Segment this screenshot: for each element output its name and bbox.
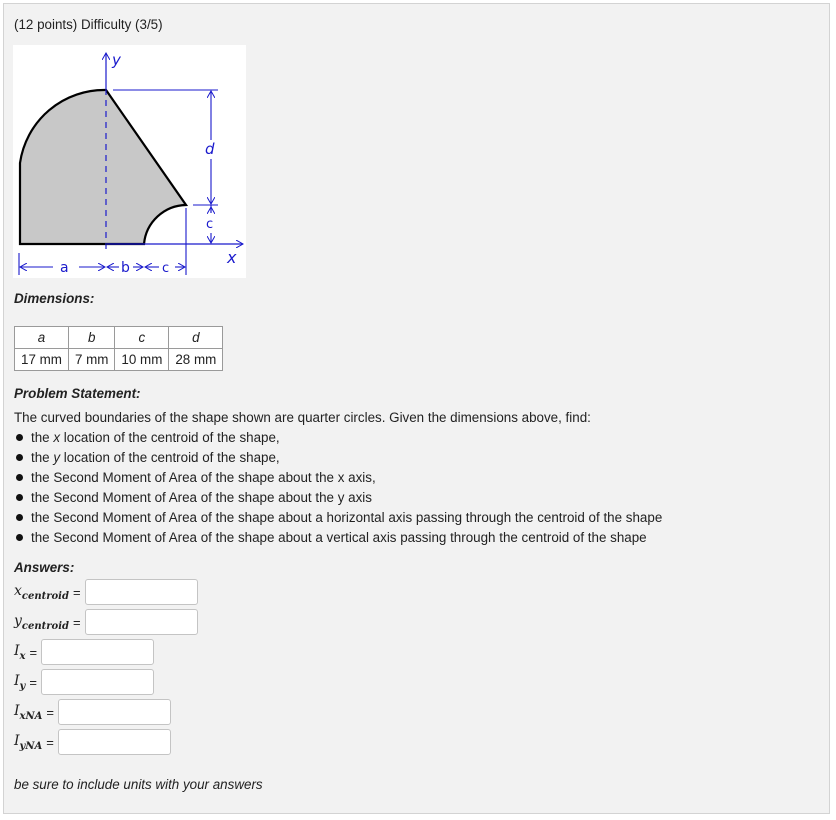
y-centroid-label: $y_{centroid}$ [14, 612, 69, 632]
dim-value: 7 mm [68, 349, 114, 371]
iy-input[interactable] [41, 669, 154, 695]
ix-label: $I_x$ [14, 642, 26, 662]
task-item: the Second Moment of Area of the shape about a horizontal axis passing through the centroid of the shape [14, 508, 662, 528]
answer-row-x-centroid: $x_{centroid}$ = [14, 577, 198, 607]
ixna-label: $I_{xNA}$ [14, 702, 43, 722]
label-x: x [227, 248, 237, 267]
dim-value: 10 mm [115, 349, 169, 371]
label-c-side: c [206, 217, 214, 232]
dimensions-header-row [15, 327, 223, 349]
task-item: the y location of the centroid of the shape, [14, 448, 662, 468]
problem-heading: Problem Statement: [14, 386, 141, 401]
y-centroid-input[interactable] [85, 609, 198, 635]
cross-section-shape [20, 90, 186, 244]
answer-row-iyna: $I_{yNA}$ = [14, 727, 171, 757]
iy-label: $I_y$ [14, 672, 26, 692]
bullet-icon [16, 454, 23, 461]
bullet-icon [16, 534, 23, 541]
shape-diagram [13, 45, 246, 278]
bullet-icon [16, 474, 23, 481]
label-y: y [112, 51, 121, 69]
answers-heading: Answers: [14, 560, 75, 575]
task-item: the Second Moment of Area of the shape about a vertical axis passing through the centroid of the shape [14, 528, 662, 548]
problem-intro: The curved boundaries of the shape shown are quarter circles. Given the dimensions above, find: [14, 410, 591, 425]
answer-row-iy: $I_y$ = [14, 667, 154, 697]
x-centroid-label: $x_{centroid}$ [14, 582, 69, 602]
ix-input[interactable] [41, 639, 154, 665]
dim-header: d [169, 327, 223, 349]
shape-figure [13, 45, 246, 278]
task-list [14, 428, 662, 548]
task-item: the Second Moment of Area of the shape about the y axis [14, 488, 662, 508]
label-a: a [60, 260, 69, 276]
task-item: the x location of the centroid of the shape, [14, 428, 662, 448]
question-panel [3, 3, 830, 814]
bullet-icon [16, 514, 23, 521]
answer-row-y-centroid: $y_{centroid}$ = [14, 607, 198, 637]
iyna-input[interactable] [58, 729, 171, 755]
units-note: be sure to include units with your answers [14, 777, 263, 792]
bullet-icon [16, 434, 23, 441]
answer-row-ix: $I_x$ = [14, 637, 154, 667]
label-d: d [205, 140, 215, 158]
dimensions-heading: Dimensions: [14, 291, 95, 306]
dimensions-value-row [15, 349, 223, 371]
dim-value: 28 mm [169, 349, 223, 371]
dim-header: c [115, 327, 169, 349]
ixna-input[interactable] [58, 699, 171, 725]
dim-value: 17 mm [15, 349, 69, 371]
dim-header: a [15, 327, 69, 349]
label-b: b [121, 260, 130, 276]
bullet-icon [16, 494, 23, 501]
dim-header: b [68, 327, 114, 349]
answer-row-ixna: $I_{xNA}$ = [14, 697, 171, 727]
dimensions-table [14, 326, 223, 371]
x-centroid-input[interactable] [85, 579, 198, 605]
label-c-bottom: c [162, 261, 170, 276]
iyna-label: $I_{yNA}$ [14, 732, 43, 752]
question-header: (12 points) Difficulty (3/5) [14, 17, 163, 32]
task-item: the Second Moment of Area of the shape about the x axis, [14, 468, 662, 488]
